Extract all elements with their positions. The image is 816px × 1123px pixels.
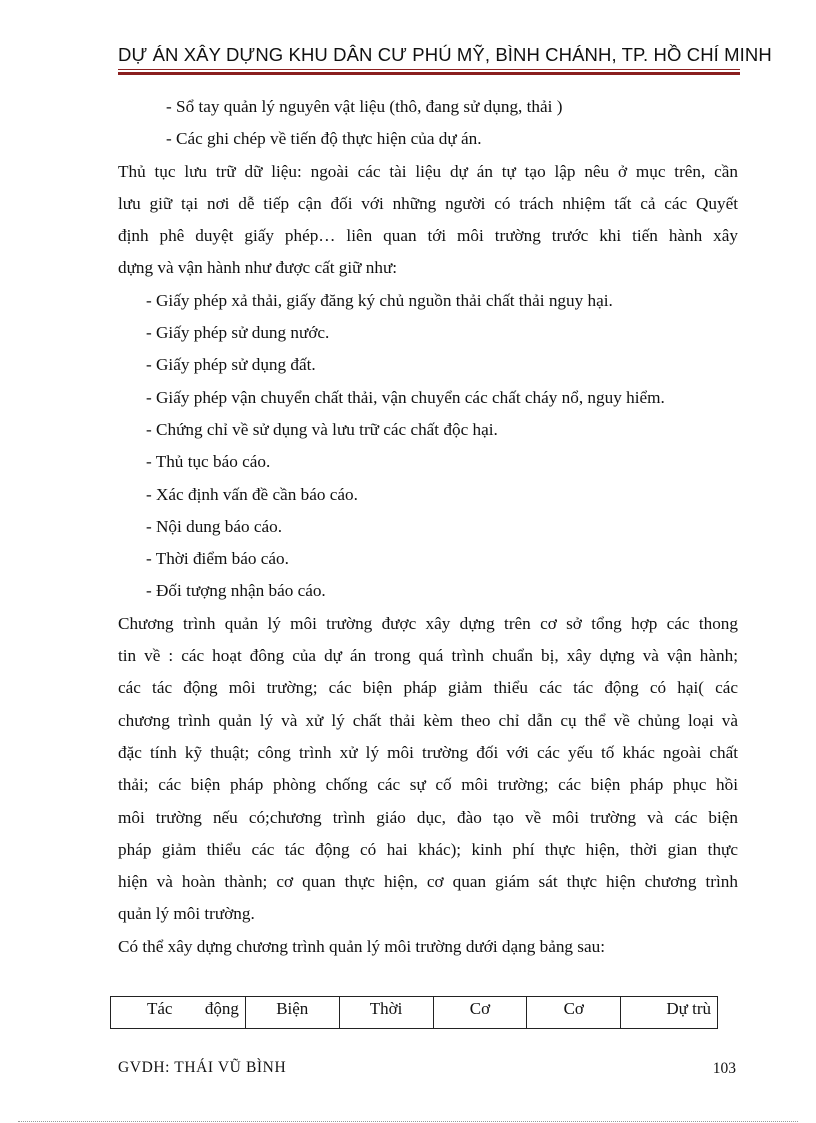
page-bottom-divider <box>18 1121 798 1122</box>
bullet-line: - Nội dung báo cáo. <box>146 516 283 536</box>
paragraph-line: chương trình quản lý và xử lý chất thải kèm theo chỉ dẫn cụ thể về chủng loại và <box>118 710 738 730</box>
paragraph-line: Thủ tục lưu trữ dữ liệu: ngoài các tài liệu dự án tự tạo lập nêu ở mục trên, cần <box>118 161 738 181</box>
bullet-line: - Xác định vấn đề cần báo cáo. <box>146 484 358 504</box>
paragraph-line: quản lý môi trường. <box>118 904 255 924</box>
bullet-line: - Giấy phép sử dụng đất. <box>146 355 316 375</box>
paragraph-line: đặc tính kỹ thuật; công trình xử lý môi trường đối với các yếu tố khác ngoài chất <box>118 742 738 762</box>
environment-program-table <box>110 996 718 1029</box>
paragraph-line: pháp giảm thiểu các tác động có hai khác); kinh phí thực hiện, thời gian thực <box>118 839 738 859</box>
bullet-line: - Thời điểm báo cáo. <box>146 549 289 569</box>
paragraph-line: lưu giữ tại nơi dễ tiếp cận đối với những người có trách nhiệm tất cả các Quyết <box>118 193 738 213</box>
paragraph-line: Có thể xây dựng chương trình quản lý môi trường dưới dạng bảng sau: <box>118 936 605 956</box>
paragraph-line: môi trường nếu có;chương trình giáo dục, đào tạo về môi trường và các biện <box>118 807 738 827</box>
page-number: 103 <box>712 1060 736 1077</box>
table-header-cell: Biện <box>245 997 339 1029</box>
paragraph-line: hiện và hoàn thành; cơ quan thực hiện, cơ quan giám sát thực hiện chương trình <box>118 872 738 892</box>
bullet-line: - Giấy phép xả thải, giấy đăng ký chủ nguồn thải chất thải nguy hại. <box>146 290 613 310</box>
bullet-line: - Giấy phép vận chuyển chất thải, vận chuyển các chất cháy nổ, nguy hiểm. <box>146 387 665 407</box>
paragraph-line: dựng và vận hành như được cất giữ như: <box>118 258 398 278</box>
bullet-line: - Sổ tay quản lý nguyên vật liệu (thô, đang sử dụng, thải ) <box>166 97 563 116</box>
body-text <box>118 91 738 963</box>
header-rule-thick <box>118 72 740 75</box>
footer-instructor: GVDH: THÁI VŨ BÌNH <box>118 1059 287 1076</box>
table-header-row <box>111 997 718 1029</box>
bullet-line: - Chứng chỉ về sử dụng và lưu trữ các chất độc hại. <box>146 419 498 439</box>
header-rule-thin <box>118 69 740 70</box>
paragraph-line: tin về : các hoạt đông của dự án trong quá trình chuẩn bị, xây dựng và vận hành; <box>118 646 738 666</box>
table-header-cell: Cơ <box>433 997 527 1029</box>
bullet-line: - Giấy phép sử dung nước. <box>146 323 330 343</box>
page-header-title: DỰ ÁN XÂY DỰNG KHU DÂN CƯ PHÚ MỸ, BÌNH CHÁNH, TP. HỒ CHÍ MINH <box>118 44 772 65</box>
paragraph-line: Chương trình quản lý môi trường được xây dựng trên cơ sở tổng hợp các thong <box>118 613 738 633</box>
paragraph-line: định phê duyệt giấy phép… liên quan tới môi trường trước khi tiến hành xây <box>118 226 738 246</box>
bullet-line: - Thủ tục báo cáo. <box>146 452 271 472</box>
table-header-cell: Tác động <box>111 997 246 1029</box>
paragraph-line: thải; các biện pháp phòng chống các sự cố môi trường; các biện pháp phục hồi <box>118 775 738 795</box>
paragraph-line: các tác động môi trường; các biện pháp giảm thiểu các tác động có hại( các <box>118 678 738 698</box>
table-header-cell: Dự trù <box>621 997 718 1029</box>
table-header-cell: Thời <box>339 997 433 1029</box>
bullet-line: - Các ghi chép về tiến độ thực hiện của dự án. <box>166 129 482 149</box>
bullet-line: - Đối tượng nhận báo cáo. <box>146 581 326 601</box>
table-header-cell: Cơ <box>527 997 621 1029</box>
